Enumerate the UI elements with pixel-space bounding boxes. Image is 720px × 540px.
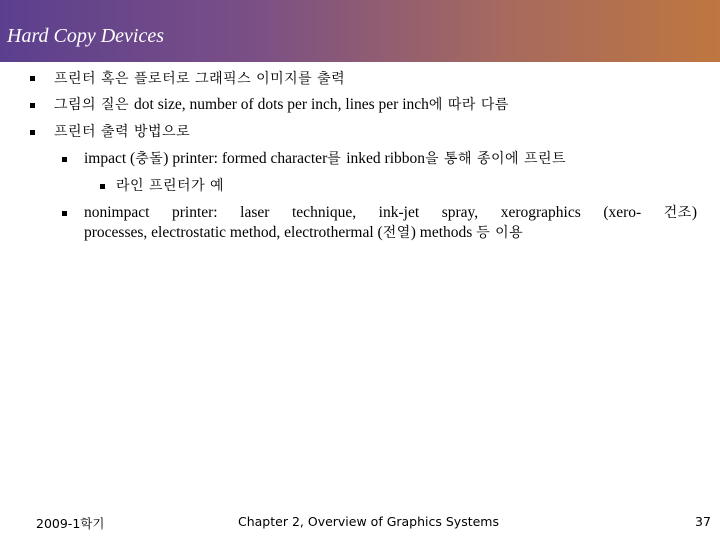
- footer-chapter: Chapter 2, Overview of Graphics Systems: [238, 514, 499, 529]
- bullet-text: 프린터 출력 방법으로: [54, 124, 191, 140]
- sub-bullet-text: nonimpact printer: laser technique, ink-jet spray, xerographics (xero- 건조): [84, 204, 697, 221]
- bullet-marker: [30, 76, 35, 81]
- sub-bullet-text: impact (충돌) printer: formed character를 inked ribbon을 통해 종이에 프린트: [84, 150, 567, 167]
- sub-bullet-marker: [62, 211, 67, 216]
- bullet-marker: [30, 103, 35, 108]
- sub-bullet-continuation: processes, electrostatic method, electrothermal (전열) methods 등 이용: [84, 224, 524, 241]
- footer-term: 2009-1학기: [36, 516, 105, 531]
- bullet-text: 그림의 질은 dot size, number of dots per inch, lines per inch에 따라 다름: [54, 96, 509, 113]
- sub-sub-bullet-marker: [100, 184, 105, 189]
- sub-sub-bullet-text: 라인 프린터가 예: [116, 178, 225, 194]
- bullet-marker: [30, 130, 35, 135]
- slide-title: Hard Copy Devices: [7, 25, 164, 47]
- bullet-text: 프린터 혹은 플로터로 그래픽스 이미지를 출력: [54, 71, 346, 87]
- page-number: 37: [695, 514, 711, 529]
- sub-bullet-marker: [62, 157, 67, 162]
